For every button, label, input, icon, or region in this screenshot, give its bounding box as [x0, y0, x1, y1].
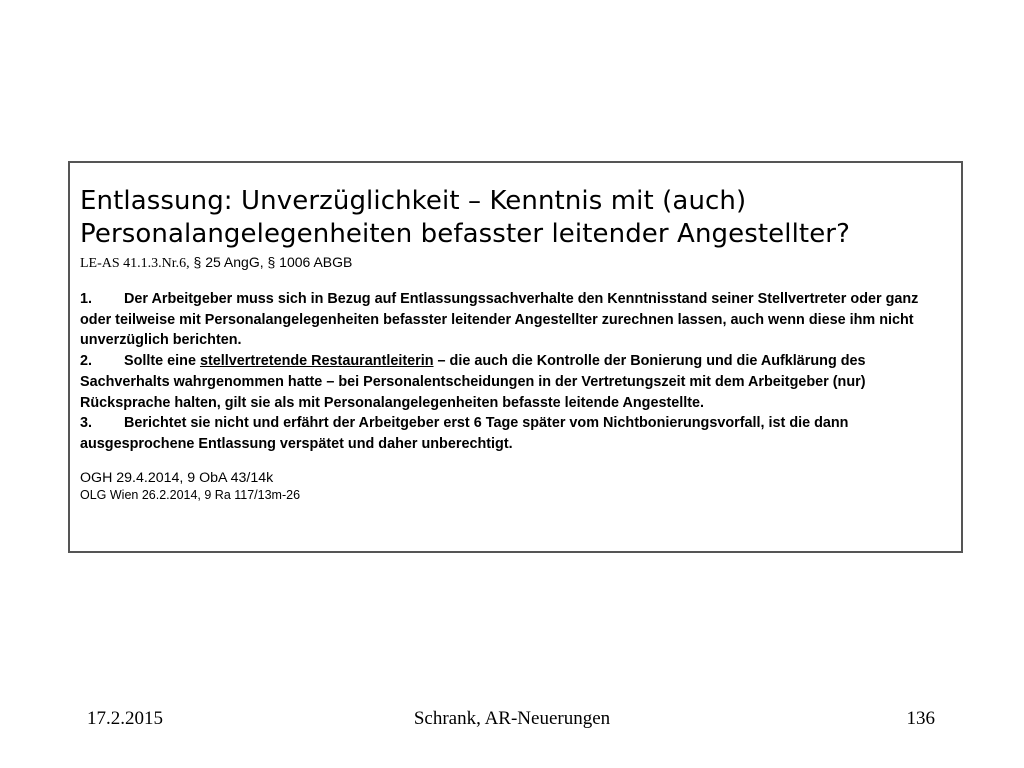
reference-olg: OLG Wien 26.2.2014, 9 Ra 117/13m-26 [80, 487, 301, 502]
point-3 [80, 413, 951, 454]
page-number: 136 [906, 708, 935, 729]
citation-statutes: § 25 AngG, § 1006 ABGB [189, 254, 353, 270]
point-number: 1. [80, 291, 93, 307]
point-text-before: Sollte eine [124, 353, 200, 370]
point-2 [80, 351, 951, 413]
slide-title [80, 185, 951, 251]
citation-reference: LE-AS 41.1.3.Nr.6, [80, 256, 190, 271]
point-text-after: – die auch die Kontrolle der Bonierung und die Aufklärung des Sachverhalts wahrgenommen hatte – bei Personalentscheidungen in der Vertretungszeit mit dem Arbeitgeber (nur) Rücksprache halten, gilt sie als mit Personalangelegenheiten befasste leitende Angestellte. [80, 353, 866, 411]
footer-date: 17.2.2015 [87, 708, 163, 729]
title-line-2: Personalangelegenheiten befasster leitender Angestellter? [80, 219, 850, 249]
footer-title: Schrank, AR-Neuerungen [413, 708, 611, 729]
point-1 [80, 289, 951, 351]
points-list [80, 289, 951, 455]
point-number: 2. [80, 353, 93, 370]
point-text: Berichtet sie nicht und erfährt der Arbeitgeber erst 6 Tage später vom Nichtbonierungsvorfall, ist die dann ausgesprochene Entlassung verspätet und daher unberechtigt. [80, 415, 849, 452]
point-text-underlined: stellvertretende Restaurantleiterin [199, 353, 434, 370]
reference-ogh: OGH 29.4.2014, 9 ObA 43/14k [80, 469, 274, 486]
legal-citation [80, 253, 951, 273]
content-box [68, 161, 963, 553]
point-number: 3. [80, 415, 93, 432]
point-text: Der Arbeitgeber muss sich in Bezug auf Entlassungssachverhalte den Kenntnisstand seiner Stellvertreter oder ganz oder teilweise mit Personalangelegenheiten befasster leitender Angestellter zurechnen lassen, auch wenn diese ihm nicht unverzüglich berichten. [80, 291, 919, 349]
court-references [80, 469, 951, 503]
title-line-1: Entlassung: Unverzüglichkeit – Kenntnis mit (auch) [80, 186, 747, 216]
